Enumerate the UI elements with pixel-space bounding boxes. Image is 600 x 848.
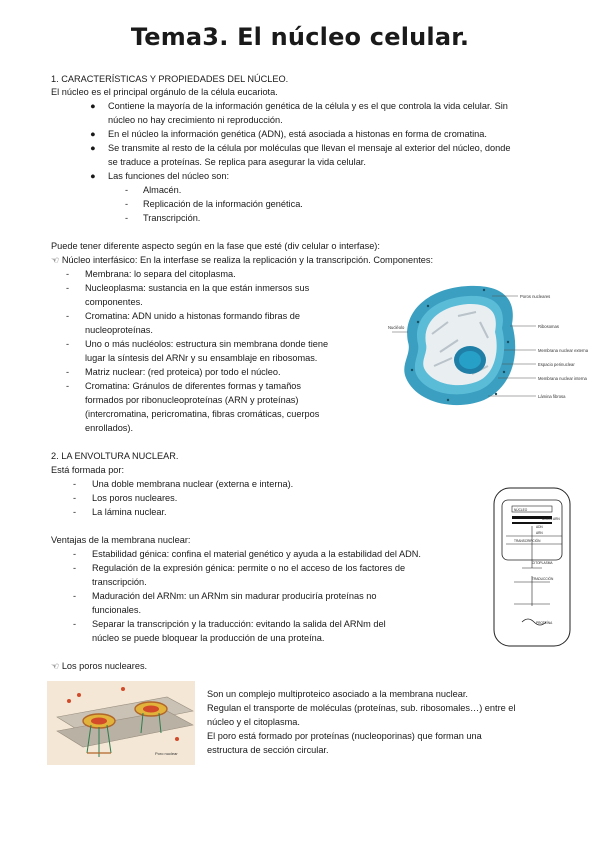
list-item: Replicación de la información genética.: [143, 199, 303, 209]
list-item: Membrana: lo separa del citoplasma.: [85, 269, 236, 279]
list-item: Estabilidad génica: confina el material genético y ayuda a la estabilidad del ADN.: [92, 549, 421, 559]
nuclear-pore-illustration: [47, 681, 195, 765]
list-item: Cromatina: Gránulos de diferentes formas y tamaños: [85, 381, 302, 391]
interphase-text: Núcleo interfásico: En la interfase se realiza la replicación y la transcripción. Componentes:: [61, 255, 434, 265]
list-item: núcleo no hay crecimiento ni reproducción.: [108, 115, 283, 125]
flow-label-nucleus: NÚCLEO: [514, 508, 528, 512]
label-ribosomes: Ribosomas: [538, 324, 559, 329]
flow-label-rna-union: UNIÓN ARN: [542, 517, 560, 521]
flow-label-cytoplasm: CITOPLASMA: [532, 561, 553, 565]
label-outer-membrane: Membrana nuclear externa: [538, 348, 588, 353]
flow-label-rna: ARN: [536, 531, 543, 535]
dash: -: [66, 283, 70, 293]
list-item: Uno o más nucléolos: estructura sin membrana donde tiene: [85, 339, 329, 349]
dash: -: [125, 199, 129, 209]
label-inner-membrane: Membrana nuclear interna: [538, 376, 587, 381]
dash: -: [73, 619, 77, 629]
list-item: transcripción.: [92, 577, 147, 587]
list-item: (intercromatina, pericromatina, fibras cromáticas, cuerpos: [85, 409, 320, 419]
list-item: Separar la transcripción y la traducción: evitando la salida del ARNm del: [92, 619, 386, 629]
label-lamina: Lámina fibrosa: [538, 394, 566, 399]
pores-heading: Los poros nucleares.: [61, 661, 148, 671]
list-item: enrollados).: [85, 423, 134, 433]
dash: -: [73, 591, 77, 601]
aspect-paragraph: Puede tener diferente aspecto según en la fase que esté (div celular o interfase):: [51, 241, 380, 251]
list-item: lugar la síntesis del ARNr y su ensamblaje en ribosomas.: [85, 353, 318, 363]
pores-line: El poro está formado por proteínas (nucleoporinas) que forman una: [207, 731, 482, 741]
pores-line: Son un complejo multiproteico asociado a la membrana nuclear.: [207, 689, 468, 699]
list-item: formados por ribonucleoproteínas (ARN y proteínas): [85, 395, 299, 405]
formed-by-text: Está formada por:: [51, 465, 125, 475]
bullet-dot: ●: [90, 129, 96, 139]
label-perinuclear-space: Espacio perinuclear: [538, 362, 575, 367]
dash: -: [73, 507, 77, 517]
list-item: Cromatina: ADN unido a histonas formando fibras de: [85, 311, 300, 321]
list-item: núcleo se puede bloquear la producción de una proteína.: [92, 633, 325, 643]
list-item: La lámina nuclear.: [92, 507, 167, 517]
list-item: Se transmite al resto de la célula por moléculas que llevan el mensaje al exterior del núcleo, donde: [108, 143, 511, 153]
bullet-dot: ●: [90, 143, 96, 153]
dash: -: [73, 479, 77, 489]
list-item: se traduce a proteínas. Se replica para asegurar la vida celular.: [108, 157, 366, 167]
section-1-intro: El núcleo es el principal orgánulo de la célula eucariota.: [51, 87, 278, 97]
flow-label-protein: PROTEÍNA: [536, 621, 553, 625]
dash: -: [73, 563, 77, 573]
pointing-hand-icon: ☜: [51, 255, 60, 265]
list-item: Los poros nucleares.: [92, 493, 178, 503]
dash: -: [66, 381, 70, 391]
pores-heading-line: [51, 660, 147, 674]
list-item: Contiene la mayoría de la información genética de la célula y es el que controla la vida celular. Sin: [108, 101, 508, 111]
bullet-dot: ●: [90, 101, 96, 111]
list-item: Nucleoplasma: sustancia en la que están inmersos sus: [85, 283, 310, 293]
section-1-heading: 1. CARACTERÍSTICAS Y PROPIEDADES DEL NÚCLEO.: [51, 74, 289, 84]
pores-line: Regulan el transporte de moléculas (proteínas, sub. ribosomales…) entre el: [207, 703, 516, 713]
pore-caption: Poro nuclear: [155, 751, 178, 756]
dash: -: [66, 311, 70, 321]
bullet-dot: ●: [90, 171, 96, 181]
transcription-flow-diagram: [492, 486, 572, 648]
label-pores: Poros nucleares: [520, 294, 551, 299]
list-item: Regulación de la expresión génica: permite o no el acceso de los factores de: [92, 563, 406, 573]
list-item: Maduración del ARNm: un ARNm sin madurar produciría proteínas no: [92, 591, 377, 601]
dash: -: [125, 185, 129, 195]
list-item: Las funciones del núcleo son:: [108, 171, 230, 181]
list-item: componentes.: [85, 297, 143, 307]
pointing-hand-icon: ☜: [51, 661, 60, 671]
page-title: Tema3. El núcleo celular.: [130, 23, 470, 51]
section-2-heading: 2. LA ENVOLTURA NUCLEAR.: [51, 451, 179, 461]
list-item: En el núcleo la información genética (ADN), está asociada a histonas en forma de cromatina.: [108, 129, 487, 139]
dash: -: [73, 549, 77, 559]
list-item: Transcripción.: [143, 213, 201, 223]
label-nucleolus: Nucléolo: [388, 325, 405, 330]
dash: -: [66, 269, 70, 279]
interphase-line: [51, 254, 433, 268]
flow-label-dna: ADN: [536, 525, 543, 529]
advantages-heading: Ventajas de la membrana nuclear:: [51, 535, 191, 545]
nucleus-diagram: [388, 282, 588, 414]
dash: -: [125, 213, 129, 223]
list-item: funcionales.: [92, 605, 142, 615]
list-item: Almacén.: [143, 185, 182, 195]
dash: -: [73, 493, 77, 503]
pores-line: estructura de sección circular.: [207, 745, 329, 755]
pores-line: núcleo y el citoplasma.: [207, 717, 300, 727]
list-item: Una doble membrana nuclear (externa e interna).: [92, 479, 294, 489]
list-item: Matriz nuclear: (red proteica) por todo el núcleo.: [85, 367, 281, 377]
dash: -: [66, 367, 70, 377]
flow-label-transcription: TRANSCRIPCIÓN: [514, 539, 541, 543]
dash: -: [66, 339, 70, 349]
flow-label-translation: TRADUCCIÓN: [532, 577, 554, 581]
list-item: nucleoproteínas.: [85, 325, 153, 335]
